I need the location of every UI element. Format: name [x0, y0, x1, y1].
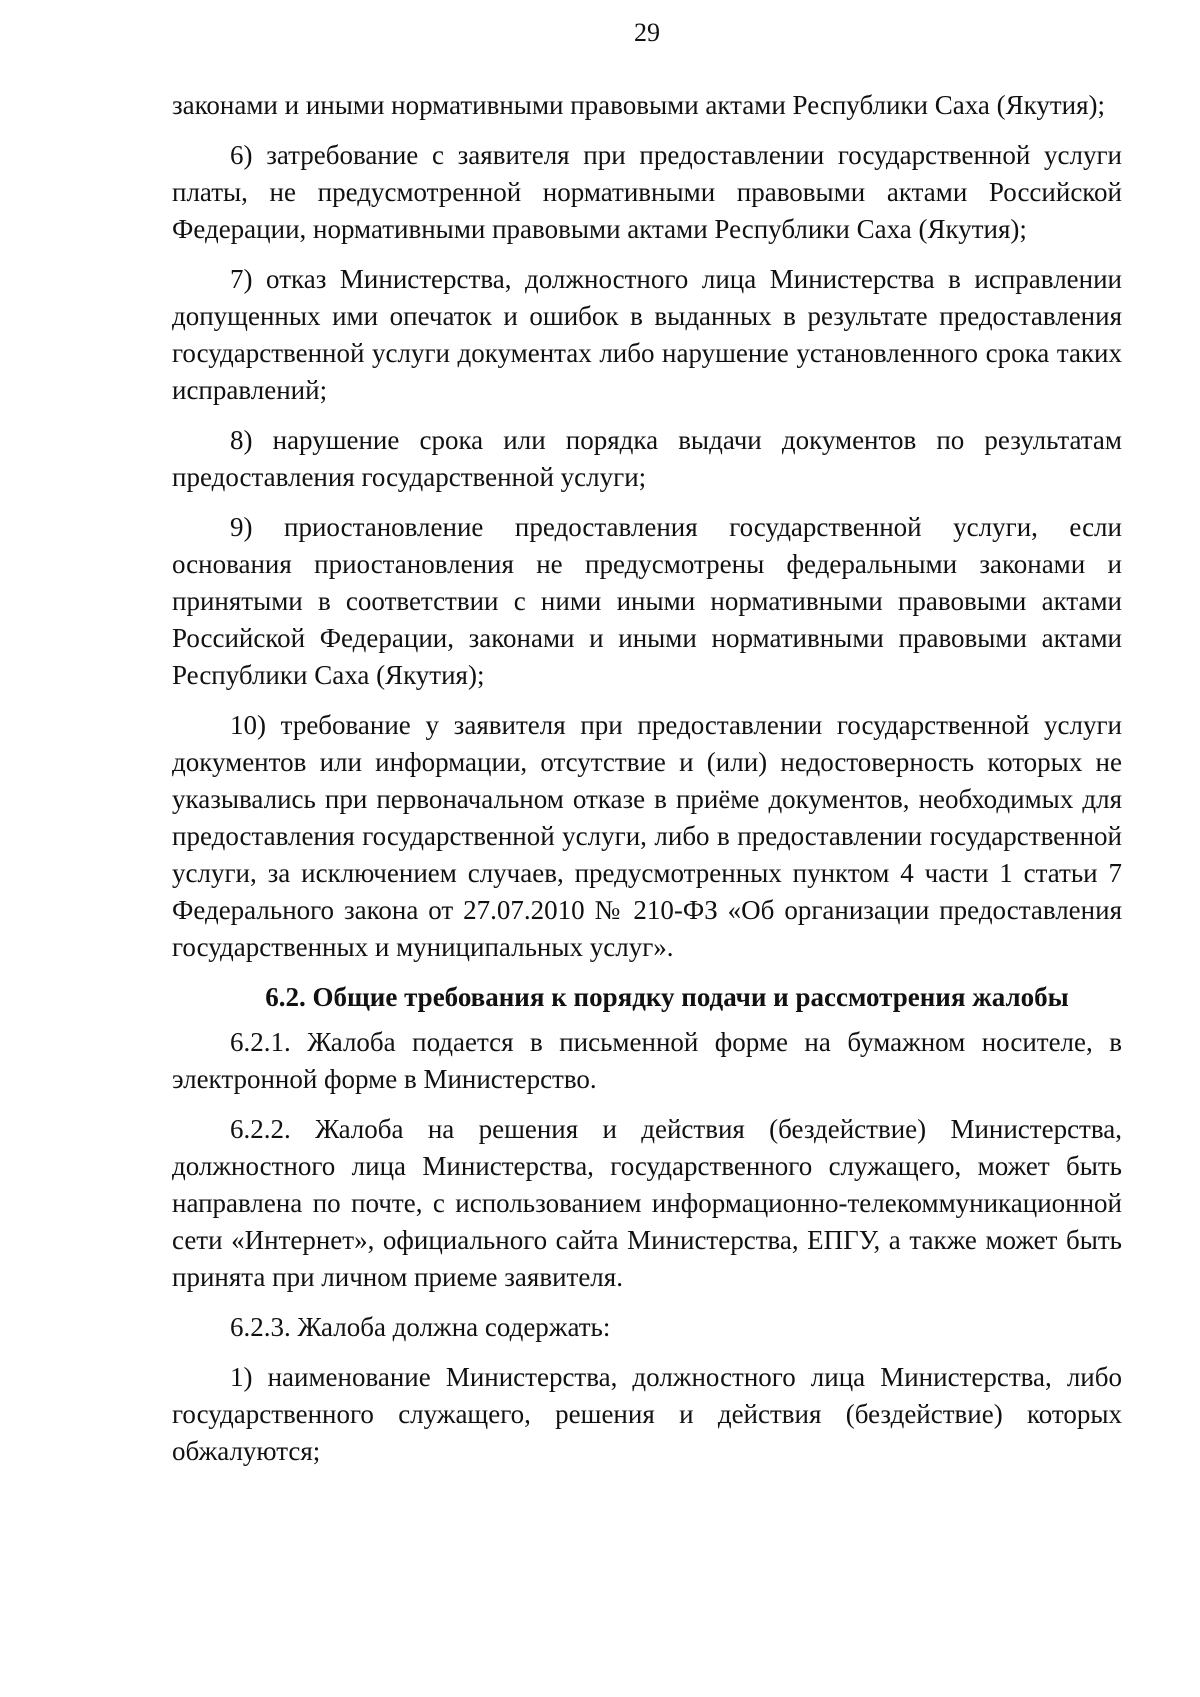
- document-body: [172, 87, 1122, 1483]
- clause-6-2-2: 6.2.2. Жалоба на решения и действия (бездействие) Министерства, должностного лица Министерства, государственного служащего, может быть направлена по почте, с использованием информационно-телекоммуникационной сети «Интернет», официального сайта Министерства, ЕПГУ, а также может быть принята при личном приеме заявителя.: [172, 1114, 1122, 1292]
- page-number: 29: [634, 18, 660, 47]
- list-item-8: 8) нарушение срока или порядка выдачи документов по результатам предоставления государственной услуги;: [172, 425, 1122, 492]
- paragraph-continuation: законами и иными нормативными правовыми актами Республики Саха (Якутия);: [172, 90, 1106, 120]
- list-item-10: 10) требование у заявителя при предоставлении государственной услуги документов или информации, отсутствие и (или) недостоверность которых не указывались при первоначальном отказе в приёме документов, необходимых для предоставления государственной услуги, либо в предоставлении государственной услуги, за исключением случаев, предусмотренных пунктом 4 части 1 статьи 7 Федерального закона от 27.07.2010 № 210-ФЗ «Об организации предоставления государственных и муниципальных услуг».: [172, 710, 1122, 962]
- clause-6-2-3: 6.2.3. Жалоба должна содержать:: [230, 1312, 611, 1342]
- complaint-requirement-1: 1) наименование Министерства, должностного лица Министерства, либо государственного служащего, решения и действия (бездействие) которых обжалуются;: [172, 1362, 1122, 1466]
- clause-6-2-1: 6.2.1. Жалоба подается в письменной форме на бумажном носителе, в электронной форме в Министерство.: [172, 1027, 1122, 1094]
- section-heading: 6.2. Общие требования к порядку подачи и рассмотрения жалобы: [265, 982, 1069, 1012]
- list-item-6: 6) затребование с заявителя при предоставлении государственной услуги платы, не предусмотренной нормативными правовыми актами Российской Федерации, нормативными правовыми актами Республики Саха (Якутия);: [172, 140, 1122, 244]
- list-item-7: 7) отказ Министерства, должностного лица Министерства в исправлении допущенных ими опечаток и ошибок в выданных в результате предоставления государственной услуги документах либо нарушение установленного срока таких исправлений;: [172, 264, 1122, 405]
- list-item-9: 9) приостановление предоставления государственной услуги, если основания приостановления не предусмотрены федеральными законами и принятыми в соответствии с ними иными нормативными правовыми актами Российской Федерации, законами и иными нормативными правовыми актами Республики Саха (Якутия);: [172, 512, 1122, 690]
